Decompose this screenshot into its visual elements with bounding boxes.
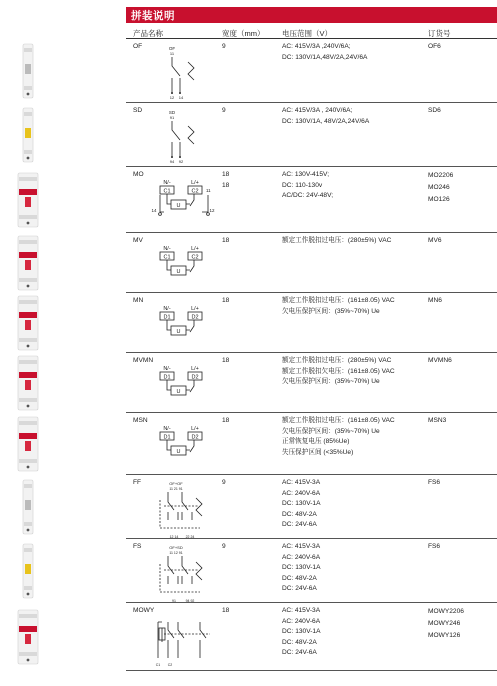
- row-divider: [126, 102, 497, 103]
- diagram-label-top: OF+OF: [169, 481, 183, 486]
- order-code-line: MOWY2206: [428, 608, 464, 615]
- row-divider: [126, 670, 497, 671]
- diagram-label-sub: 91: [169, 115, 175, 120]
- product-name: FF: [133, 479, 142, 486]
- diagram-label-neutral: N/-: [163, 306, 171, 312]
- row-divider: [126, 352, 497, 353]
- order-code-line: MOWY126: [428, 632, 461, 639]
- row-divider: [126, 232, 497, 233]
- order-code-line: MO2206: [428, 172, 454, 179]
- voltage-range-line: 欠电压保护区间：(35%~70%) Ue: [282, 427, 380, 435]
- voltage-range-line: AC: 415V-3A: [282, 543, 321, 550]
- product-width: 9: [222, 543, 226, 550]
- voltage-range: [282, 606, 320, 659]
- diagram-frame: [150, 418, 220, 481]
- table-row: [0, 294, 497, 352]
- product-photo-frame: [16, 415, 40, 473]
- linkage-path: [160, 500, 200, 528]
- diagram-label-line: L/+: [191, 180, 199, 186]
- linkage-path: [188, 126, 194, 144]
- order-code-line: FS6: [428, 543, 441, 550]
- diagram-label-12: 12: [209, 208, 215, 213]
- diagram-label-top: OF+SD: [169, 545, 183, 550]
- voltage-range: [282, 42, 367, 63]
- row-divider: [126, 412, 497, 413]
- diagram-label-bottom-1: C1: [155, 663, 161, 667]
- diagram-frame: [150, 44, 210, 105]
- linkage-path: [160, 564, 200, 592]
- diagram-coil-label: U: [176, 329, 181, 335]
- product-name: MV: [133, 237, 143, 244]
- product-width: 18: [222, 417, 230, 424]
- product-width: 18: [222, 237, 230, 244]
- section-header-bar: [126, 7, 497, 23]
- voltage-range-line: AC: 240V-6A: [282, 617, 321, 625]
- product-name: FS: [133, 543, 142, 550]
- voltage-range-line: DC: 130V-1A: [282, 628, 321, 636]
- product-photo-frame: [16, 42, 40, 100]
- product-width: 18: [222, 607, 230, 614]
- product-photo: [16, 354, 40, 412]
- order-code-line: MV6: [428, 237, 442, 244]
- order-code-line: MO126: [428, 196, 450, 203]
- product-name: MO: [133, 171, 144, 178]
- order-code: [428, 296, 442, 307]
- wiring-diagram: [150, 238, 220, 296]
- product-photo: [16, 171, 40, 229]
- order-code: [428, 356, 452, 367]
- product-photo: [16, 415, 40, 473]
- voltage-range-line: 额定工作脱扣过电压：(161±8.05) VAC: [282, 417, 395, 424]
- voltage-range-line: DC: 110-130v: [282, 181, 323, 189]
- order-code-line: FS6: [428, 479, 441, 486]
- row-divider: [126, 538, 497, 539]
- row-divider: [126, 166, 497, 167]
- diagram-label-top: SD: [168, 110, 176, 115]
- product-photo: [16, 42, 40, 100]
- product-photo: [16, 294, 40, 352]
- table-row: [0, 540, 497, 602]
- table-row: [0, 604, 497, 670]
- product-width: 9: [222, 479, 226, 486]
- linkage-path: [188, 62, 194, 80]
- voltage-range-line: AC/DC: 24V-48V;: [282, 192, 334, 200]
- product-photo-frame: [16, 171, 40, 229]
- table-row: [0, 40, 497, 102]
- voltage-range-line: AC: 415V/3A ,240V/6A;: [282, 43, 351, 50]
- table-row: [0, 476, 497, 538]
- product-photo: [16, 234, 40, 292]
- wiring-diagram: [150, 544, 220, 606]
- diagram-label-neutral: N/-: [163, 180, 171, 186]
- voltage-range-line: DC: 130V-1A: [282, 564, 321, 572]
- order-code: [428, 106, 441, 117]
- order-code-line: MO246: [428, 184, 450, 191]
- order-code-line: MSN3: [428, 417, 447, 424]
- diagram-label-line: L/+: [191, 246, 199, 252]
- diagram-frame: [150, 608, 230, 675]
- voltage-range-line: AC: 130V-415V;: [282, 171, 330, 178]
- diagram-label-bottom-1: 91: [172, 599, 176, 603]
- header-rule: [126, 38, 497, 39]
- voltage-range-line: 失压保护区间 (<35%Ue): [282, 448, 354, 456]
- voltage-range-line: 欠电压保护区间：(35%~70%) Ue: [282, 378, 380, 386]
- diagram-coil-label: U: [176, 269, 181, 275]
- order-code: [428, 170, 453, 206]
- contact-path: [172, 121, 180, 156]
- column-header-name: 产品名称: [133, 29, 163, 38]
- diagram-label-11: 11: [206, 188, 211, 193]
- voltage-range: [282, 542, 320, 595]
- diagram-frame: [150, 480, 220, 547]
- product-width: 18: [222, 297, 230, 304]
- spring-path: [196, 498, 202, 516]
- product-width: 18 18: [222, 171, 230, 189]
- order-code: [428, 236, 442, 247]
- diagram-label-bottom-1: 94: [169, 159, 175, 164]
- voltage-range-line: 额定工作脱扣过电压：(280±5%) VAC: [282, 357, 392, 364]
- order-code: [428, 416, 446, 427]
- wiring-diagram: [150, 480, 220, 542]
- voltage-range: [282, 236, 391, 247]
- diagram-label-14: 14: [151, 208, 157, 213]
- wiring-diagram: [150, 608, 230, 670]
- diagram-terminal-2: D2: [191, 434, 199, 441]
- product-width: 18: [222, 357, 230, 364]
- voltage-range-line: DC: 24V-6A: [282, 521, 317, 529]
- product-width: 9: [222, 107, 226, 114]
- diagram-terminal-2: D2: [191, 374, 199, 381]
- product-photo: [16, 106, 40, 164]
- section-title: 拼装说明: [131, 10, 175, 22]
- table-row: [0, 168, 497, 232]
- product-photo-frame: [16, 542, 40, 600]
- table-row: [0, 234, 497, 292]
- table-row: [0, 354, 497, 412]
- voltage-range-line: AC: 240V-6A: [282, 489, 321, 497]
- product-photo-frame: [16, 234, 40, 292]
- voltage-range-line: 欠电压保护区间：(35%~70%) Ue: [282, 307, 380, 315]
- diagram-terminal-1: D1: [163, 434, 171, 441]
- diagram-label-neutral: N/-: [163, 246, 171, 252]
- wiring-diagram: [150, 298, 220, 356]
- voltage-range: [282, 478, 320, 531]
- voltage-range-line: 额定工作脱扣过电压：(161±8.05) VAC: [282, 297, 395, 304]
- diagram-label-line: L/+: [191, 306, 199, 312]
- product-photo: [16, 478, 40, 536]
- wiring-diagram: [150, 108, 210, 164]
- voltage-range: [282, 356, 395, 388]
- diagram-terminal-2: D2: [191, 314, 199, 321]
- diagram-label-bottom-2: 92: [178, 159, 184, 164]
- diagram-terminal-1: C1: [163, 254, 171, 261]
- voltage-range-line: DC: 130V-1A: [282, 500, 321, 508]
- order-code-line: SD6: [428, 107, 441, 114]
- row-divider: [126, 292, 497, 293]
- order-code: [428, 542, 440, 553]
- diagram-frame: [150, 108, 210, 169]
- diagram-label-sub: 11: [169, 51, 175, 56]
- product-name: OF: [133, 43, 143, 50]
- diagram-terminal-2: C2: [191, 188, 199, 195]
- product-name: MSN: [133, 417, 148, 424]
- order-code-line: MN6: [428, 297, 442, 304]
- wiring-diagram: [150, 44, 210, 100]
- column-header-code: 订货号: [428, 29, 451, 38]
- diagram-coil-label: U: [176, 203, 181, 209]
- diagram-frame: [150, 172, 220, 235]
- product-photo-frame: [16, 294, 40, 352]
- terminal-12: [207, 213, 210, 216]
- diagram-label-top: OF: [168, 46, 176, 51]
- order-code: [428, 478, 440, 489]
- terminal-14: [159, 213, 162, 216]
- voltage-range-line: DC: 130V/1A, 48V/2A,24V/6A: [282, 117, 370, 125]
- column-header-width: 宽度（mm）: [222, 29, 265, 38]
- product-width: 9: [222, 43, 226, 50]
- diagram-terminal-2: C2: [191, 254, 199, 261]
- product-name: SD: [133, 107, 143, 114]
- voltage-range-line: DC: 130V/1A,48V/2A,24V/6A: [282, 53, 368, 61]
- wiring-diagram: [150, 418, 220, 476]
- voltage-range-line: DC: 24V-6A: [282, 649, 317, 657]
- voltage-range: [282, 416, 395, 458]
- product-name: MVMN: [133, 357, 154, 364]
- order-code-line: MVMN6: [428, 357, 452, 364]
- product-name: MOWY: [133, 607, 155, 614]
- diagram-label-bottom-2: C2: [167, 663, 173, 667]
- row-divider: [126, 474, 497, 475]
- wiring-diagram: [150, 358, 220, 416]
- diagram-terminal-1: C1: [163, 188, 171, 195]
- diagram-label-line: L/+: [191, 426, 199, 432]
- order-code: [428, 42, 441, 53]
- product-photo: [16, 608, 40, 666]
- voltage-range-line: AC: 415V-3A: [282, 607, 321, 614]
- diagram-label-bottom-1: 12 14: [169, 535, 179, 539]
- voltage-range-line: AC: 415V/3A , 240V/6A;: [282, 107, 353, 114]
- order-code: [428, 606, 464, 642]
- contact-path: [172, 57, 180, 92]
- diagram-terminal-1: D1: [163, 314, 171, 321]
- diagram-label-bottom-1: 12: [169, 95, 175, 100]
- voltage-range: [282, 106, 369, 127]
- voltage-range-line: DC: 48V-2A: [282, 510, 317, 518]
- diagram-coil-label: U: [176, 449, 181, 455]
- wiring-diagram: [150, 172, 220, 230]
- diagram-label-bottom-2: 94 92: [185, 599, 195, 603]
- voltage-range-line: AC: 240V-6A: [282, 553, 321, 561]
- voltage-range-line: 额定工作脱扣过电压：(280±5%) VAC: [282, 237, 392, 244]
- diagram-label-neutral: N/-: [163, 426, 171, 432]
- table-row: [0, 104, 497, 166]
- voltage-range-line: DC: 48V-2A: [282, 574, 317, 582]
- voltage-range-line: AC: 415V-3A: [282, 479, 321, 486]
- diagram-label-bottom-2: 22 24: [185, 535, 195, 539]
- column-header-range: 电压范围（V）: [282, 29, 333, 38]
- table-row: [0, 414, 497, 474]
- product-name: MN: [133, 297, 144, 304]
- diagram-frame: [150, 544, 220, 611]
- diagram-label-bottom-2: 14: [178, 95, 184, 100]
- voltage-range-line: DC: 48V-2A: [282, 638, 317, 646]
- row-divider: [126, 602, 497, 603]
- product-photo-frame: [16, 106, 40, 164]
- order-code-line: MOWY246: [428, 620, 461, 627]
- product-photo-frame: [16, 608, 40, 666]
- diagram-coil-label: U: [176, 389, 181, 395]
- order-code-line: OF6: [428, 43, 441, 50]
- product-photo-frame: [16, 354, 40, 412]
- product-photo: [16, 542, 40, 600]
- voltage-range: [282, 170, 333, 202]
- voltage-range-line: DC: 24V-6A: [282, 585, 317, 593]
- voltage-range: [282, 296, 395, 317]
- diagram-label-sub: 11 12 91: [169, 551, 183, 555]
- voltage-range-line: 额定工作脱扣欠电压：(161±8.05) VAC: [282, 367, 395, 375]
- product-photo-frame: [16, 478, 40, 536]
- spring-path: [196, 562, 202, 580]
- diagram-label-neutral: N/-: [163, 366, 171, 372]
- diagram-terminal-1: D1: [163, 374, 171, 381]
- diagram-label-sub: 11 21 91: [169, 487, 183, 491]
- diagram-label-line: L/+: [191, 366, 199, 372]
- voltage-range-line: 正常恢复电压 (85%Ue): [282, 438, 350, 446]
